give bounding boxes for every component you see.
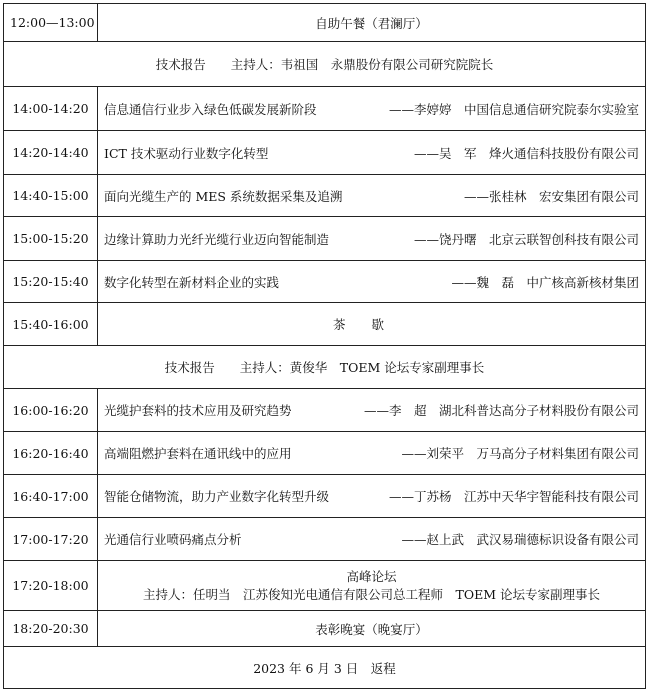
return-row-text: 2023 年 6 月 3 日 返程 xyxy=(4,647,646,689)
table-row xyxy=(4,217,646,261)
section-row xyxy=(4,42,646,87)
time-cell: 12:00—13:00 xyxy=(4,4,98,42)
talk-title: 光通信行业喷码痛点分析 xyxy=(104,532,242,547)
talk-speaker: ——赵上武 武汉易瑞德标识设备有限公司 xyxy=(401,532,639,547)
time-cell: 17:20-18:00 xyxy=(4,561,98,611)
section-header: 技术报告 主持人：黄俊华 TOEM 论坛专家副理事长 xyxy=(4,346,646,389)
time-cell: 15:00-15:20 xyxy=(4,217,98,261)
table-row xyxy=(4,611,646,647)
talk-title: 信息通信行业步入绿色低碳发展新阶段 xyxy=(104,101,317,117)
time-cell: 17:00-17:20 xyxy=(4,518,98,561)
dinner-cell: 表彰晚宴（晚宴厅） xyxy=(98,611,646,647)
tea-break-cell xyxy=(98,303,646,346)
talk-speaker: ——刘荣平 万马高分子材料集团有限公司 xyxy=(401,446,639,461)
table-row xyxy=(4,432,646,475)
talk-speaker: ——李 超 湖北科普达高分子材料股份有限公司 xyxy=(363,403,639,418)
tea-break-label: 茶歇 xyxy=(332,317,410,332)
time-cell: 16:40-17:00 xyxy=(4,475,98,518)
talk-cell xyxy=(98,175,646,217)
section-header: 技术报告 主持人：韦祖国 永鼎股份有限公司研究院院长 xyxy=(4,42,646,87)
table-row xyxy=(4,261,646,303)
summit-cell xyxy=(98,561,646,611)
time-cell: 14:20-14:40 xyxy=(4,131,98,175)
talk-speaker: ——饶丹曙 北京云联智创科技有限公司 xyxy=(413,231,639,247)
talk-speaker: ——吴 军 烽火通信科技股份有限公司 xyxy=(413,145,639,161)
talk-title: 智能仓储物流，助力产业数字化转型升级 xyxy=(104,489,330,504)
table-row xyxy=(4,131,646,175)
section-row xyxy=(4,346,646,389)
time-cell: 15:20-15:40 xyxy=(4,261,98,303)
table-row xyxy=(4,518,646,561)
table-row xyxy=(4,4,646,42)
talk-cell xyxy=(98,217,646,261)
table-row xyxy=(4,303,646,346)
talk-cell xyxy=(98,432,646,475)
time-cell: 18:20-20:30 xyxy=(4,611,98,647)
time-cell: 14:00-14:20 xyxy=(4,87,98,131)
talk-title: ICT 技术驱动行业数字化转型 xyxy=(104,145,269,161)
summit-host: 主持人：任明当 江苏俊知光电通信有限公司总工程师 TOEM 论坛专家副理事长 xyxy=(143,586,600,602)
table-row xyxy=(4,389,646,432)
talk-cell xyxy=(98,131,646,175)
talk-speaker: ——魏 磊 中广核高新核材集团 xyxy=(451,274,639,290)
table-row xyxy=(4,475,646,518)
talk-speaker: ——李婷婷 中国信息通信研究院泰尔实验室 xyxy=(388,101,639,117)
talk-title: 面向光缆生产的 MES 系统数据采集及追溯 xyxy=(104,188,343,204)
talk-title: 光缆护套料的技术应用及研究趋势 xyxy=(104,403,292,418)
table-row xyxy=(4,175,646,217)
talk-cell xyxy=(98,87,646,131)
talk-cell xyxy=(98,518,646,561)
talk-speaker: ——丁苏杨 江苏中天华宇智能科技有限公司 xyxy=(388,489,639,504)
talk-speaker: ——张桂林 宏安集团有限公司 xyxy=(463,188,639,204)
summit-title: 高峰论坛 xyxy=(346,568,397,584)
agenda-table xyxy=(3,3,646,689)
talk-cell xyxy=(98,475,646,518)
time-cell: 16:20-16:40 xyxy=(4,432,98,475)
time-cell: 16:00-16:20 xyxy=(4,389,98,432)
talk-cell xyxy=(98,389,646,432)
section-row xyxy=(4,647,646,689)
talk-title: 高端阻燃护套料在通讯线中的应用 xyxy=(104,446,292,461)
time-cell: 15:40-16:00 xyxy=(4,303,98,346)
table-row xyxy=(4,87,646,131)
talk-title: 数字化转型在新材料企业的实践 xyxy=(104,274,280,290)
table-row xyxy=(4,561,646,611)
talk-cell xyxy=(98,261,646,303)
talk-title: 边缘计算助力光纤光缆行业迈向智能制造 xyxy=(104,231,330,247)
time-cell: 14:40-15:00 xyxy=(4,175,98,217)
lunch-cell: 自助午餐（君澜厅） xyxy=(98,4,646,42)
